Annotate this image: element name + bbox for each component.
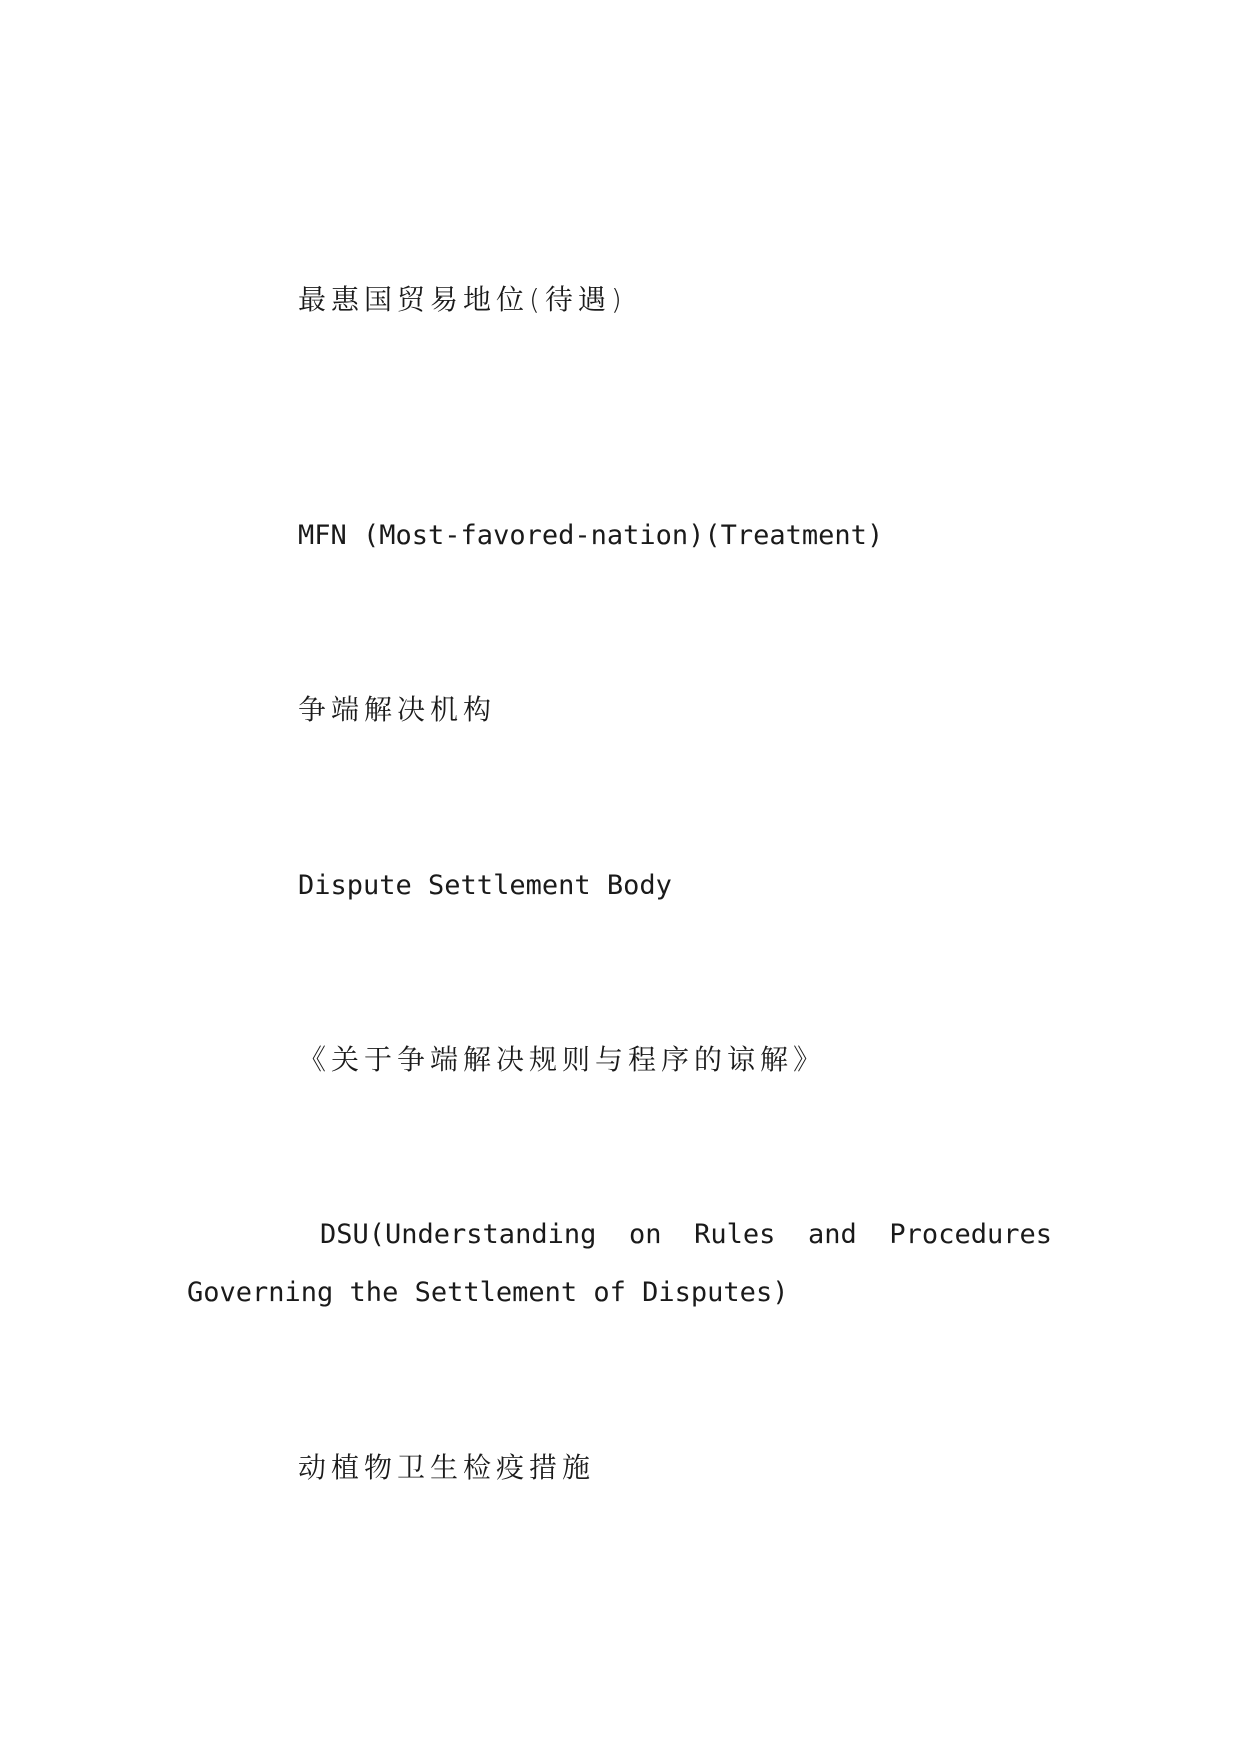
justified-word: on	[628, 1219, 662, 1250]
term-mfn-english: MFN (Most-favored-nation)(Treatment)	[298, 520, 884, 551]
term-dsu-english-line-1	[320, 1218, 1052, 1252]
term-sps-chinese: 动植物卫生检疫措施	[298, 1451, 596, 1484]
justified-word: Procedures	[889, 1219, 1052, 1250]
justified-word: and	[808, 1219, 857, 1250]
justified-word: Rules	[694, 1219, 776, 1250]
term-dsb-chinese: 争端解决机构	[298, 693, 497, 726]
justified-word: DSU(Understanding	[320, 1219, 597, 1250]
term-mfn-chinese: 最惠国贸易地位(待遇)	[298, 283, 627, 316]
term-dsb-english: Dispute Settlement Body	[298, 870, 672, 901]
term-dsu-chinese: 《关于争端解决规则与程序的谅解》	[298, 1043, 827, 1076]
term-dsu-english-line-2: Governing the Settlement of Disputes)	[187, 1277, 789, 1308]
